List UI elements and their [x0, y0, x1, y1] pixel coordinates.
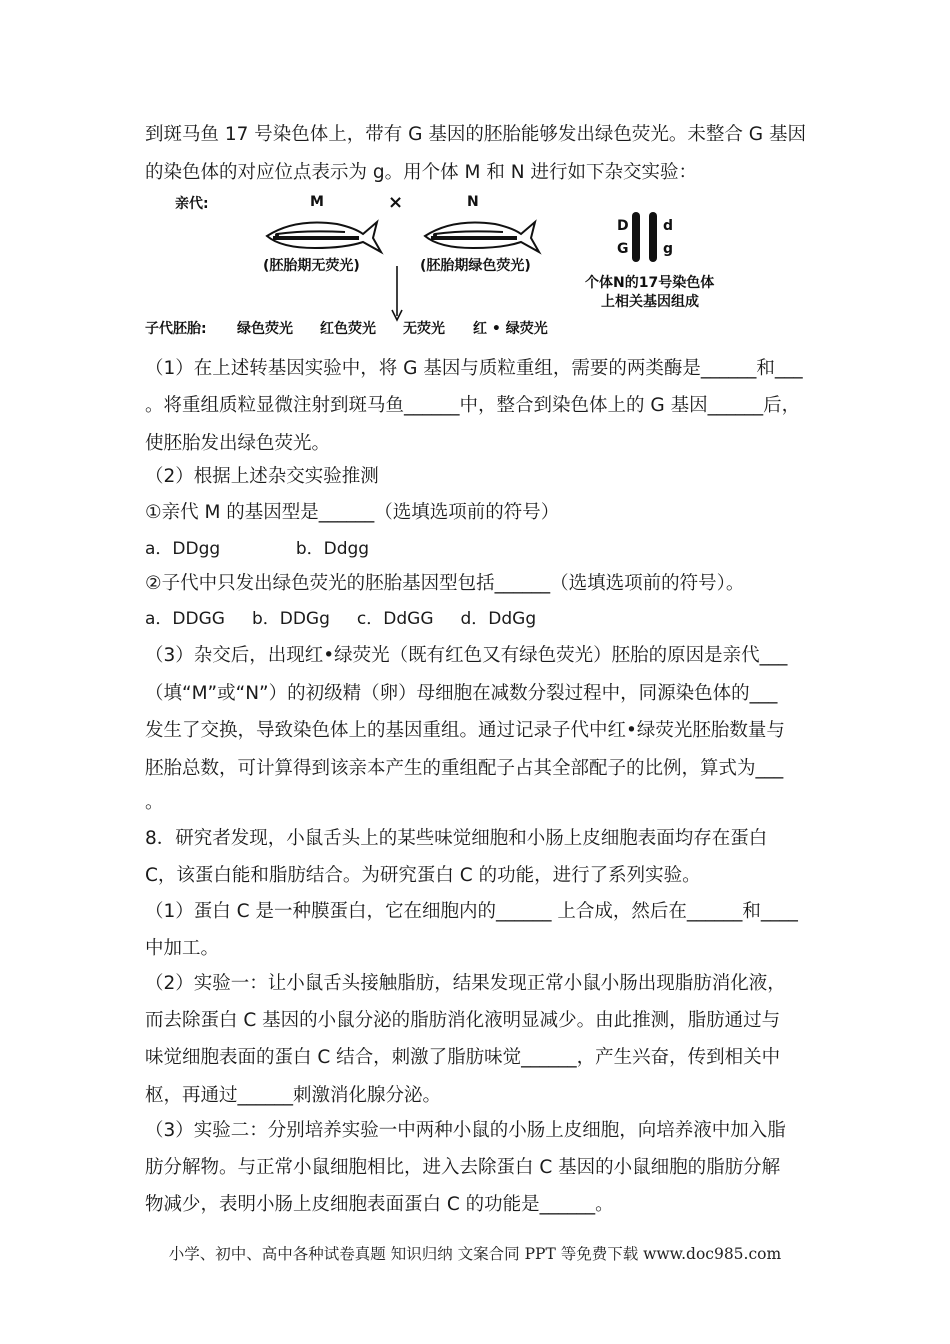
text-line: （1）在上述转基因实验中，将 G 基因与质粒重组，需要的两类酶是______和___ — [145, 358, 803, 379]
parent-label: 亲代: — [175, 196, 209, 212]
text-line: 而去除蛋白 C 基因的小鼠分泌的脂肪消化液明显减少。由此推测，脂肪通过与 — [145, 1010, 781, 1031]
text-line: 。 — [145, 792, 164, 813]
chromosome-left — [632, 212, 640, 262]
offspring-phenotype: 绿色荧光 — [237, 321, 293, 337]
n-caption: (胚胎期绿色荧光) — [420, 258, 531, 274]
text-line: （2）实验一：让小鼠舌头接触脂肪，结果发现正常小鼠小肠出现脂肪消化液， — [145, 973, 786, 994]
offspring-phenotype: 红色荧光 — [320, 321, 376, 337]
text-line: 味觉细胞表面的蛋白 C 结合，刺激了脂肪味觉______，产生兴奋，传到相关中 — [145, 1047, 781, 1068]
text-line: ①亲代 M 的基因型是______（选填选项前的符号） — [145, 502, 560, 523]
text-line: 的染色体的对应位点表示为 g。用个体 M 和 N 进行如下杂交实验： — [145, 162, 697, 183]
chromosome-caption: 上相关基因组成 — [601, 294, 699, 310]
text-line: （1）蛋白 C 是一种膜蛋白，它在细胞内的______ 上合成，然后在______和____ — [145, 901, 798, 922]
text-line: （3）实验二：分别培养实验一中两种小鼠的小肠上皮细胞，向培养液中加入脂 — [145, 1120, 786, 1141]
page-footer: 小学、初中、高中各种试卷真题 知识归纳 文案合同 PPT 等免费下载 www.doc985.com — [168, 1245, 782, 1263]
chromosome-right — [649, 212, 657, 262]
text-line: C，该蛋白能和脂肪结合。为研究蛋白 C 的功能，进行了系列实验。 — [145, 865, 701, 886]
text-line: 枢，再通过______刺激消化腺分泌。 — [145, 1085, 442, 1106]
cross-experiment-figure — [145, 190, 825, 340]
cross-symbol: × — [388, 192, 404, 213]
text-line: （3）杂交后，出现红•绿荧光（既有红色又有绿色荧光）胚胎的原因是亲代___ — [145, 645, 788, 666]
offspring-label: 子代胚胎: — [145, 321, 207, 337]
fish-m-icon — [267, 222, 381, 252]
text-line: 肪分解物。与正常小鼠细胞相比，进入去除蛋白 C 基因的小鼠细胞的脂肪分解 — [145, 1157, 781, 1178]
n-label: N — [467, 194, 479, 210]
text-line: 8．研究者发现，小鼠舌头上的某些味觉细胞和小肠上皮细胞表面均存在蛋白 — [145, 828, 768, 849]
text-line: （填“M”或“N”）的初级精（卵）母细胞在减数分裂过程中，同源染色体的___ — [145, 683, 778, 704]
offspring-phenotype: 红 • 绿荧光 — [473, 321, 548, 337]
gene-g-lower: g — [663, 241, 674, 257]
text-line: 胚胎总数，可计算得到该亲本产生的重组配子占其全部配子的比例，算式为___ — [145, 758, 784, 779]
arrow-down-icon — [392, 266, 402, 320]
text-line: （2）根据上述杂交实验推测 — [145, 466, 379, 487]
text-line: 中加工。 — [145, 938, 220, 959]
fish-n-icon — [425, 222, 539, 252]
chromosome-caption: 个体N的17号染色体 — [585, 275, 715, 291]
text-line: 物减少，表明小肠上皮细胞表面蛋白 C 的功能是______。 — [145, 1194, 614, 1215]
text-line: 。将重组质粒显微注射到斑马鱼______中，整合到染色体上的 G 基因______后， — [145, 395, 801, 416]
m-label: M — [310, 194, 324, 210]
text-line: 使胚胎发出绿色荧光。 — [145, 433, 331, 454]
m-caption: (胚胎期无荧光) — [263, 258, 360, 274]
gene-g-upper: G — [617, 241, 629, 257]
gene-d-upper: D — [617, 218, 629, 234]
option-line: a．DDgg b．Ddgg — [145, 539, 370, 559]
text-line: 到斑马鱼 17 号染色体上，带有 G 基因的胚胎能够发出绿色荧光。未整合 G 基因 — [145, 124, 806, 145]
text-line: 发生了交换，导致染色体上的基因重组。通过记录子代中红•绿荧光胚胎数量与 — [145, 720, 785, 741]
offspring-phenotype: 无荧光 — [403, 321, 445, 337]
text-line: ②子代中只发出绿色荧光的胚胎基因型包括______（选填选项前的符号）。 — [145, 573, 745, 594]
gene-d-lower: d — [663, 218, 674, 234]
option-line: a．DDGG b．DDGg c．DdGG d．DdGg — [145, 609, 537, 629]
